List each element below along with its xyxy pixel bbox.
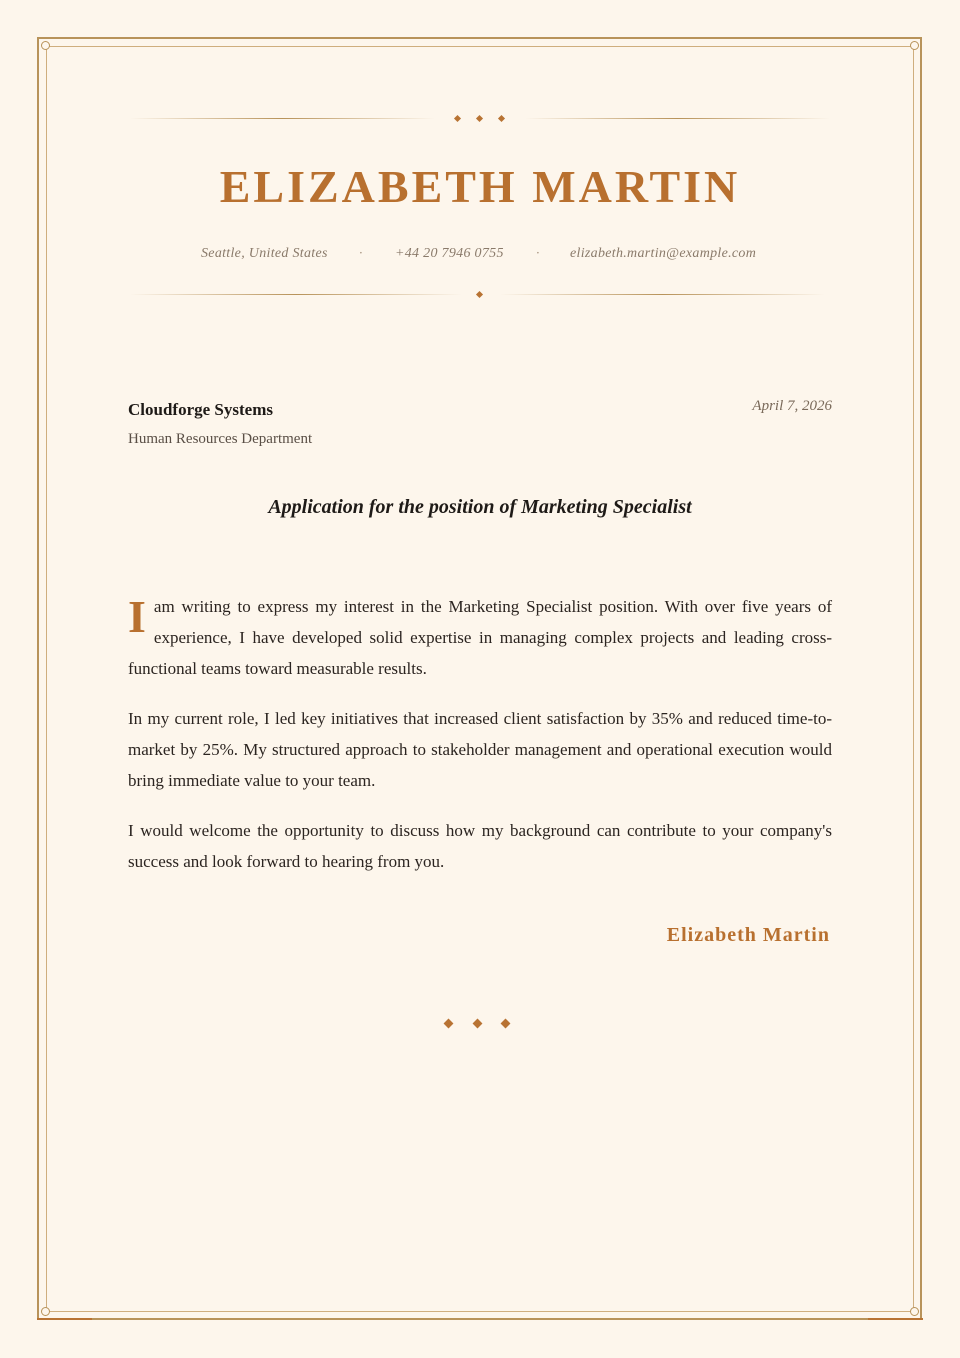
corner-ornament-top-right <box>910 41 919 50</box>
drop-cap: I <box>128 591 146 642</box>
header-bottom-rule-right <box>500 294 825 295</box>
contact-location: Seattle, United States <box>201 246 328 261</box>
letter-paragraph: In my current role, I led key initiatives that increased client satisfaction by 35% and reduced time-to-market by 25%. My structured approach to stakeholder management and operational execution would bring immediate value to your team. <box>128 709 832 790</box>
letter-body <box>128 591 832 896</box>
contact-separator: · <box>359 246 363 260</box>
letter-paragraph <box>128 591 832 684</box>
letter-paragraph: I would welcome the opportunity to discuss how my background can contribute to your company's success and look forward to hearing from you. <box>128 821 832 871</box>
applicant-name: ELIZABETH MARTIN <box>219 161 741 212</box>
header-top-rule-left <box>130 118 435 119</box>
contact-email: elizabeth.martin@example.com <box>570 246 757 261</box>
corner-ornament-top-left <box>41 41 50 50</box>
letter-subject: Application for the position of Marketing Specialist <box>268 496 692 518</box>
corner-ornament-bottom-right <box>910 1307 919 1316</box>
letter-date: April 7, 2026 <box>752 398 832 414</box>
recipient-department: Human Resources Department <box>128 431 313 447</box>
bottom-accent-right <box>868 1318 923 1320</box>
contact-separator: · <box>536 246 540 260</box>
signature: Elizabeth Martin <box>666 924 830 946</box>
paragraph-text: am writing to express my interest in the Marketing Specialist position. With over five years of experience, I have developed solid expertise in managing complex projects and leading cross-functional teams toward measurable results. <box>128 597 832 678</box>
header-top-rule-right <box>525 118 830 119</box>
bottom-accent-left <box>37 1318 92 1320</box>
header-bottom-rule-left <box>130 294 462 295</box>
recipient-company: Cloudforge Systems <box>128 400 273 419</box>
contact-phone: +44 20 7946 0755 <box>395 246 504 261</box>
corner-ornament-bottom-left <box>41 1307 50 1316</box>
